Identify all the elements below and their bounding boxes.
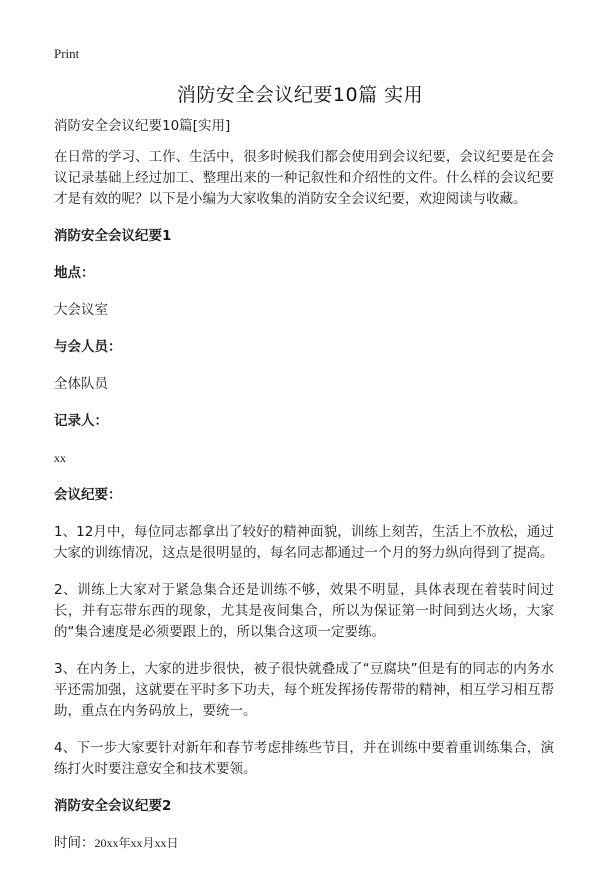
attendees-value: 全体队员 xyxy=(54,376,108,392)
document-body xyxy=(54,116,554,870)
print-link[interactable]: Print xyxy=(54,46,80,61)
page-title: 消防安全会议纪要10篇 实用 xyxy=(176,84,424,106)
time-line xyxy=(54,833,554,854)
document-subtitle: 消防安全会议纪要10篇[实用] xyxy=(54,118,231,134)
section-1-heading: 消防安全会议纪要1 xyxy=(54,228,172,244)
time-label: 时间： xyxy=(54,835,95,851)
section-2-heading: 消防安全会议纪要2 xyxy=(54,798,172,814)
minutes-item-1: 1、12月中，每位同志都拿出了较好的精神面貌，训练上刻苦，生活上不放松，通过大家的训练情况，这点是很明显的，每名同志都通过一个月的努力纵向得到了提高。 xyxy=(54,524,554,561)
location-label: 地点： xyxy=(54,265,95,281)
location-value: 大会议室 xyxy=(54,302,108,318)
minutes-item-2: 2、训练上大家对于紧急集合还是训练不够，效果不明显，具体表现在着装时间过长，并有忘带东西的现象，尤其是夜间集合，所以为保证第一时间到达火场，大家的“集合速度是必须要跟上的，所以集合这项一定要练。 xyxy=(54,582,554,640)
intro-paragraph: 在日常的学习、工作、生活中，很多时候我们都会使用到会议纪要，会议纪要是在会议记录基础上经过加工、整理出来的一种记叙性和介绍性的文件。什么样的会议纪要才是有效的呢？以下是小编为大家收集的消防安全会议纪要，欢迎阅读与收藏。 xyxy=(54,149,554,207)
minutes-item-3: 3、在内务上，大家的进步很快，被子很快就叠成了“豆腐块”但是有的同志的内务水平还需加强，这就要在平时多下功夫，每个班发挥扬传帮带的精神，相互学习相互帮助，重点在内务码放上，要统一。 xyxy=(54,661,554,719)
recorder-value: xx xyxy=(54,451,66,465)
attendees-label: 与会人员： xyxy=(54,339,122,355)
time-value: 20xx年xx月xx日 xyxy=(94,836,179,850)
recorder-label: 记录人： xyxy=(54,413,108,429)
minutes-label: 会议纪要： xyxy=(54,487,122,503)
minutes-item-4: 4、下一步大家要针对新年和春节考虑排练些节目，并在训练中要着重训练集合，演练打火时要注意安全和技术要领。 xyxy=(54,740,554,777)
